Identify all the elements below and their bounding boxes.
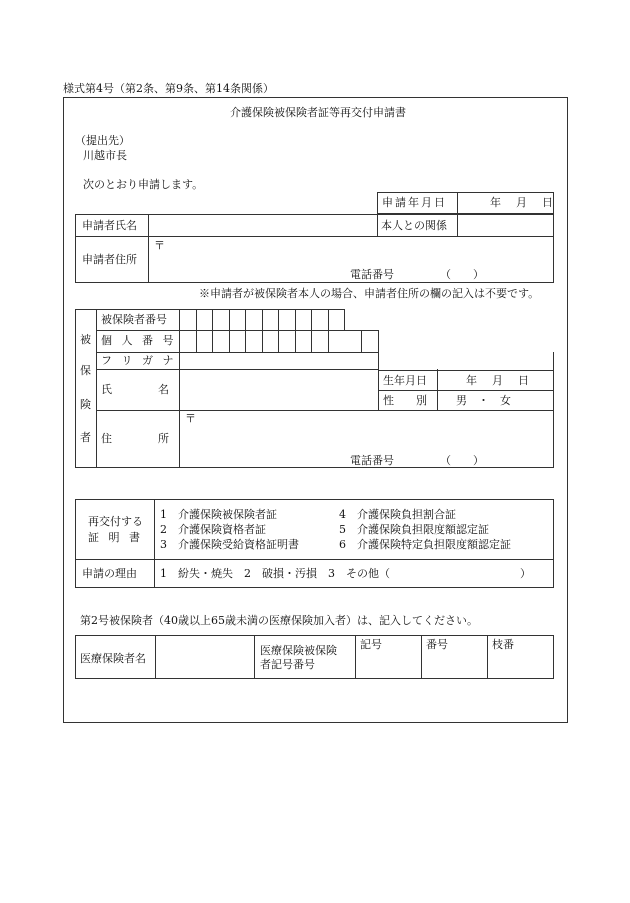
reason-close: ） — [520, 567, 531, 580]
kigo-field[interactable] — [357, 653, 420, 678]
bango-label: 番号 — [426, 638, 448, 651]
personal-number-label: 個 人 番 号 — [101, 334, 177, 347]
applicant-phone-label: 電話番号 — [350, 268, 394, 281]
medical-symbol-label-1: 医療保険被保険 — [260, 644, 337, 657]
medical-symbol-label-2: 者記号番号 — [260, 658, 315, 671]
gender-label: 性 別 — [383, 394, 427, 407]
insured-side-3: 険 — [80, 398, 91, 411]
application-date-value[interactable]: 年 月 日 — [490, 196, 555, 209]
addressee-name: 川越市長 — [83, 149, 127, 162]
insured-phone-paren: （ ） — [440, 454, 484, 467]
bango-field[interactable] — [423, 653, 486, 678]
applicant-postal-mark: 〒 — [154, 239, 165, 252]
insured-name-label: 氏 名 — [101, 383, 177, 396]
reissue-item-2[interactable]: 2 介護保険資格者証 — [160, 523, 266, 536]
furigana-field[interactable] — [180, 353, 377, 368]
second-insured-note: 第2号被保険者（40歳以上65歳未満の医療保険加入者）は、記入してください。 — [80, 614, 478, 627]
furigana-label: フ リ ガ ナ — [101, 354, 177, 367]
applicant-address-label: 申請者住所 — [82, 253, 137, 266]
insured-side-4: 者 — [80, 431, 91, 444]
birth-value[interactable]: 年 月 日 — [466, 374, 531, 387]
insured-postal-mark: 〒 — [185, 412, 196, 425]
gender-value[interactable]: 男 ・ 女 — [456, 394, 511, 407]
insured-phone-label: 電話番号 — [350, 454, 394, 467]
reason-options[interactable]: 1 紛失・焼失 2 破損・汚損 3 その他（ — [160, 567, 390, 580]
applicant-phone-paren: （ ） — [440, 268, 484, 281]
insured-name-field[interactable] — [180, 370, 377, 409]
kigo-label: 記号 — [360, 638, 382, 651]
reissue-item-6[interactable]: 6 介護保険特定負担限度額認定証 — [339, 538, 511, 551]
insured-address-label: 住 所 — [101, 432, 177, 445]
personal-number-field[interactable] — [180, 331, 377, 351]
intro-text: 次のとおり申請します。 — [83, 178, 204, 191]
reason-label: 申請の理由 — [82, 567, 137, 580]
edaban-field[interactable] — [489, 653, 553, 678]
form-title: 介護保険被保険者証等再交付申請書 — [230, 106, 406, 119]
reissue-item-3[interactable]: 3 介護保険受給資格証明書 — [160, 538, 299, 551]
reissue-item-1[interactable]: 1 介護保険被保険者証 — [160, 508, 277, 521]
insured-side-2: 保 — [80, 364, 91, 377]
edaban-label: 枝番 — [492, 638, 514, 651]
reissue-label-2: 証 明 書 — [88, 531, 143, 544]
applicant-name-field[interactable] — [150, 216, 376, 235]
reissue-item-5[interactable]: 5 介護保険負担限度額認定証 — [339, 523, 489, 536]
medical-insurer-field[interactable] — [157, 637, 253, 678]
insured-side-1: 被 — [80, 333, 91, 346]
insured-number-label: 被保険者番号 — [101, 313, 167, 326]
applicant-note: ※申請者が被保険者本人の場合、申請者住所の欄の記入は不要です。 — [199, 287, 540, 300]
birth-label: 生年月日 — [383, 374, 427, 387]
reissue-label-1: 再交付する — [88, 515, 143, 528]
relation-field[interactable] — [459, 216, 553, 235]
form-number: 様式第4号（第2条、第9条、第14条関係） — [63, 82, 274, 95]
relation-label: 本人との関係 — [381, 219, 447, 232]
reissue-item-4[interactable]: 4 介護保険負担割合証 — [339, 508, 456, 521]
insured-number-field[interactable] — [180, 310, 344, 329]
medical-insurer-label: 医療保険者名 — [80, 652, 146, 665]
applicant-name-label: 申請者氏名 — [82, 219, 137, 232]
addressee-label: （提出先） — [75, 134, 130, 147]
application-date-label: 申請年月日 — [382, 196, 447, 209]
